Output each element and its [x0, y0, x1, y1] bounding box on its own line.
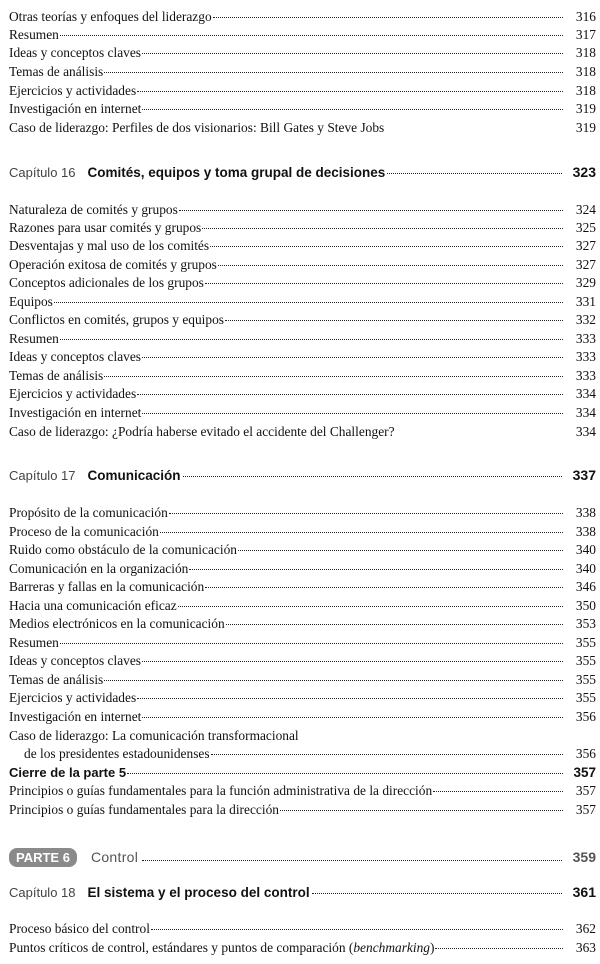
- toc-entry-title: Principios o guías fundamentales para la función administrativa de la dirección: [9, 783, 433, 798]
- dot-leader: [169, 513, 563, 514]
- toc-entry[interactable]: [9, 560, 596, 577]
- dot-leader: [387, 173, 562, 174]
- toc-entry[interactable]: [9, 652, 596, 669]
- toc-entry-title: Resumen: [9, 635, 59, 650]
- dot-leader: [142, 53, 563, 54]
- toc-entry-title: Operación exitosa de comités y grupos: [9, 257, 217, 272]
- chapter-title: Comités, equipos y toma grupal de decisiones: [87, 165, 386, 180]
- toc-entry[interactable]: [9, 348, 596, 365]
- dot-leader: [104, 376, 563, 377]
- toc-entry-title: Temas de análisis: [9, 368, 104, 383]
- dot-leader: [142, 717, 563, 718]
- toc-entry[interactable]: [9, 237, 596, 254]
- toc-entry-page: 334: [575, 424, 596, 439]
- toc-entry-title: Temas de análisis: [9, 64, 104, 79]
- toc-entry-page: 357: [575, 783, 596, 798]
- toc-entry[interactable]: [9, 920, 596, 937]
- chapter-title: Comunicación: [87, 468, 181, 483]
- dot-leader: [142, 109, 563, 110]
- dot-leader: [205, 587, 563, 588]
- toc-entry-page: 324: [575, 202, 596, 217]
- toc-entry[interactable]: [9, 634, 596, 651]
- dot-leader: [435, 948, 563, 949]
- toc-entry-page: 318: [575, 83, 596, 98]
- toc-entry-title: Comunicación en la organización: [9, 561, 189, 576]
- toc-entry-page: 350: [575, 598, 596, 613]
- toc-entry[interactable]: [9, 689, 596, 706]
- toc-entry-page: 356: [575, 709, 596, 724]
- toc-entry-title: Caso de liderazgo: ¿Podría haberse evitado el accidente del Challenger?: [9, 424, 395, 439]
- toc-entry[interactable]: [9, 26, 596, 43]
- toc-entry-page: 338: [575, 505, 596, 520]
- toc-entry-title: Ideas y conceptos claves: [9, 349, 141, 364]
- toc-entry-page: 357: [575, 802, 596, 817]
- dot-leader: [142, 357, 563, 358]
- chapter-heading[interactable]: [9, 164, 596, 184]
- toc-entry[interactable]: [9, 404, 596, 421]
- toc-entry-page: 346: [575, 579, 596, 594]
- dot-leader: [137, 698, 563, 699]
- toc-entry-page: 317: [575, 27, 596, 42]
- part-heading[interactable]: [9, 846, 596, 868]
- toc-entry[interactable]: [9, 523, 596, 540]
- toc-entry[interactable]: [9, 615, 596, 632]
- toc-entry-title: Barreras y fallas en la comunicación: [9, 579, 205, 594]
- dot-leader: [189, 569, 563, 570]
- dot-leader: [137, 91, 563, 92]
- toc-entry-page: 319: [575, 120, 596, 135]
- toc-entry-page: 340: [575, 542, 596, 557]
- dot-leader: [60, 339, 563, 340]
- toc-entry-title: Hacia una comunicación eficaz: [9, 598, 177, 613]
- toc-entry-title: Propósito de la comunicación: [9, 505, 168, 520]
- dot-leader: [142, 860, 562, 861]
- toc-entry[interactable]: [9, 385, 596, 402]
- chapter-heading[interactable]: [9, 884, 596, 904]
- dot-leader: [151, 929, 563, 930]
- part-title: Control: [90, 849, 139, 865]
- dot-leader: [225, 320, 563, 321]
- toc-entry-page: 333: [575, 368, 596, 383]
- toc-entry-title: Naturaleza de comités y grupos: [9, 202, 178, 217]
- toc-entry-title: Ejercicios y actividades: [9, 386, 137, 401]
- toc-entry[interactable]: [9, 708, 596, 725]
- toc-entry-page: 327: [575, 238, 596, 253]
- toc-entry-title: Resumen: [9, 27, 59, 42]
- dot-leader: [433, 791, 563, 792]
- toc-entry-title: Proceso de la comunicación: [9, 524, 159, 539]
- toc-entry-title: Caso de liderazgo: La comunicación transformacional: [9, 728, 299, 743]
- toc-entry[interactable]: [9, 504, 596, 521]
- toc-entry-page: 355: [575, 690, 596, 705]
- toc-entry-title: Temas de análisis: [9, 672, 104, 687]
- toc-entry-page: 338: [575, 524, 596, 539]
- dot-leader: [205, 283, 563, 284]
- toc-entry-page: 362: [575, 921, 596, 936]
- toc-entry[interactable]: [9, 311, 596, 328]
- toc-entry[interactable]: [9, 119, 596, 136]
- dot-leader: [280, 810, 563, 811]
- toc-entry[interactable]: [9, 541, 596, 558]
- toc-entry-case-cont[interactable]: [24, 745, 596, 762]
- toc-entry-page: 327: [575, 257, 596, 272]
- toc-entry-page: 333: [575, 331, 596, 346]
- toc-entry-title: Conceptos adicionales de los grupos: [9, 275, 204, 290]
- title-part: Puntos críticos de control, estándares y puntos de comparación (: [9, 940, 354, 955]
- toc-entry[interactable]: [9, 423, 596, 440]
- toc-entry-page: 319: [575, 101, 596, 116]
- toc-entry[interactable]: [9, 578, 596, 595]
- dot-leader: [218, 265, 563, 266]
- toc-entry-page: 329: [575, 275, 596, 290]
- toc-entry-title: Otras teorías y enfoques del liderazgo: [9, 9, 212, 24]
- dot-leader: [104, 680, 563, 681]
- toc-entry-page: 334: [575, 386, 596, 401]
- toc-entry-page: 340: [575, 561, 596, 576]
- toc-entry-title: Desventajas y mal uso de los comités: [9, 238, 210, 253]
- toc-entry-title: Ideas y conceptos claves: [9, 45, 141, 60]
- toc-entry-page: 355: [575, 653, 596, 668]
- toc-entry[interactable]: [9, 274, 596, 291]
- dot-leader: [104, 72, 563, 73]
- chapter-heading[interactable]: [9, 467, 596, 487]
- toc-entry[interactable]: [9, 782, 596, 799]
- toc-entry-title: Medios electrónicos en la comunicación: [9, 616, 225, 631]
- toc-entry[interactable]: [9, 44, 596, 61]
- toc-entry[interactable]: [9, 256, 596, 273]
- chapter-page: 361: [572, 884, 596, 900]
- dot-leader: [137, 394, 563, 395]
- toc-entry-page: 334: [575, 405, 596, 420]
- toc-entry-title: [9, 939, 434, 956]
- toc-entry-page: 318: [575, 64, 596, 79]
- toc-entry[interactable]: [9, 367, 596, 384]
- chapter-label: Capítulo 16: [9, 165, 76, 180]
- dot-leader: [178, 606, 563, 607]
- dot-leader: [213, 17, 563, 18]
- dot-leader: [211, 754, 563, 755]
- part-page: 359: [572, 849, 596, 865]
- dot-leader: [183, 476, 562, 477]
- dot-leader: [312, 893, 562, 894]
- dot-leader: [54, 302, 563, 303]
- toc-entry-page: 318: [575, 45, 596, 60]
- chapter-title: El sistema y el proceso del control: [87, 885, 310, 900]
- title-part: ): [429, 940, 435, 955]
- toc-entry[interactable]: [9, 8, 596, 25]
- toc-entry-title: Ideas y conceptos claves: [9, 653, 141, 668]
- toc-entry-title: Investigación en internet: [9, 101, 142, 116]
- dot-leader: [60, 35, 563, 36]
- toc-entry-title: Resumen: [9, 331, 59, 346]
- dot-leader: [142, 413, 563, 414]
- toc-entry-title: Razones para usar comités y grupos: [9, 220, 202, 235]
- toc-entry[interactable]: [9, 63, 596, 80]
- toc-entry-title: Proceso básico del control: [9, 921, 150, 936]
- toc-entry-page: 316: [575, 9, 596, 24]
- dot-leader: [60, 643, 563, 644]
- toc-entry-page: 331: [575, 294, 596, 309]
- chapter-page: 323: [572, 164, 596, 180]
- chapter-label: Capítulo 17: [9, 468, 76, 483]
- toc-entry-page: 356: [575, 746, 596, 761]
- dot-leader: [127, 773, 563, 774]
- toc-entry-page: 332: [575, 312, 596, 327]
- toc-entry-page: 357: [573, 765, 596, 780]
- toc-entry-page: 355: [575, 635, 596, 650]
- title-emphasis: benchmarking: [353, 940, 430, 955]
- toc-entry-title: Caso de liderazgo: Perfiles de dos visionarios: Bill Gates y Steve Jobs: [9, 120, 385, 135]
- toc-entry-page: 333: [575, 349, 596, 364]
- toc-entry-case[interactable]: [9, 727, 596, 744]
- toc-entry-title: Ejercicios y actividades: [9, 83, 137, 98]
- toc-entry[interactable]: [9, 82, 596, 99]
- toc-entry[interactable]: [9, 801, 596, 818]
- toc-entry[interactable]: [9, 100, 596, 117]
- part-badge: PARTE 6: [9, 848, 77, 867]
- toc-entry-page: 325: [575, 220, 596, 235]
- toc-entry-title: Investigación en internet: [9, 709, 142, 724]
- toc-entry[interactable]: [9, 201, 596, 218]
- dot-leader: [142, 661, 563, 662]
- dot-leader: [226, 624, 563, 625]
- part-closing-entry[interactable]: [9, 764, 596, 781]
- toc-entry[interactable]: [9, 597, 596, 614]
- dot-leader: [160, 532, 563, 533]
- toc-entry[interactable]: [9, 330, 596, 347]
- toc-entry-title: Equipos: [9, 294, 53, 309]
- toc-entry-title: Conflictos en comités, grupos y equipos: [9, 312, 224, 327]
- toc-entry[interactable]: [9, 293, 596, 310]
- toc-entry[interactable]: [9, 939, 596, 956]
- chapter-label: Capítulo 18: [9, 885, 76, 900]
- toc-entry-title: Investigación en internet: [9, 405, 142, 420]
- toc-entry-title: de los presidentes estadounidenses: [24, 746, 210, 761]
- toc-entry[interactable]: [9, 219, 596, 236]
- toc-entry-page: 355: [575, 672, 596, 687]
- toc-entry-page: 353: [575, 616, 596, 631]
- chapter-page: 337: [572, 467, 596, 483]
- dot-leader: [238, 550, 563, 551]
- toc-entry[interactable]: [9, 671, 596, 688]
- dot-leader: [179, 210, 563, 211]
- toc-entry-title: Ejercicios y actividades: [9, 690, 137, 705]
- dot-leader: [210, 246, 563, 247]
- dot-leader: [202, 228, 563, 229]
- toc-entry-title: Ruido como obstáculo de la comunicación: [9, 542, 237, 557]
- toc-entry-title: Cierre de la parte 5: [9, 765, 127, 780]
- toc-entry-page: 363: [575, 940, 596, 955]
- toc-entry-title: Principios o guías fundamentales para la dirección: [9, 802, 279, 817]
